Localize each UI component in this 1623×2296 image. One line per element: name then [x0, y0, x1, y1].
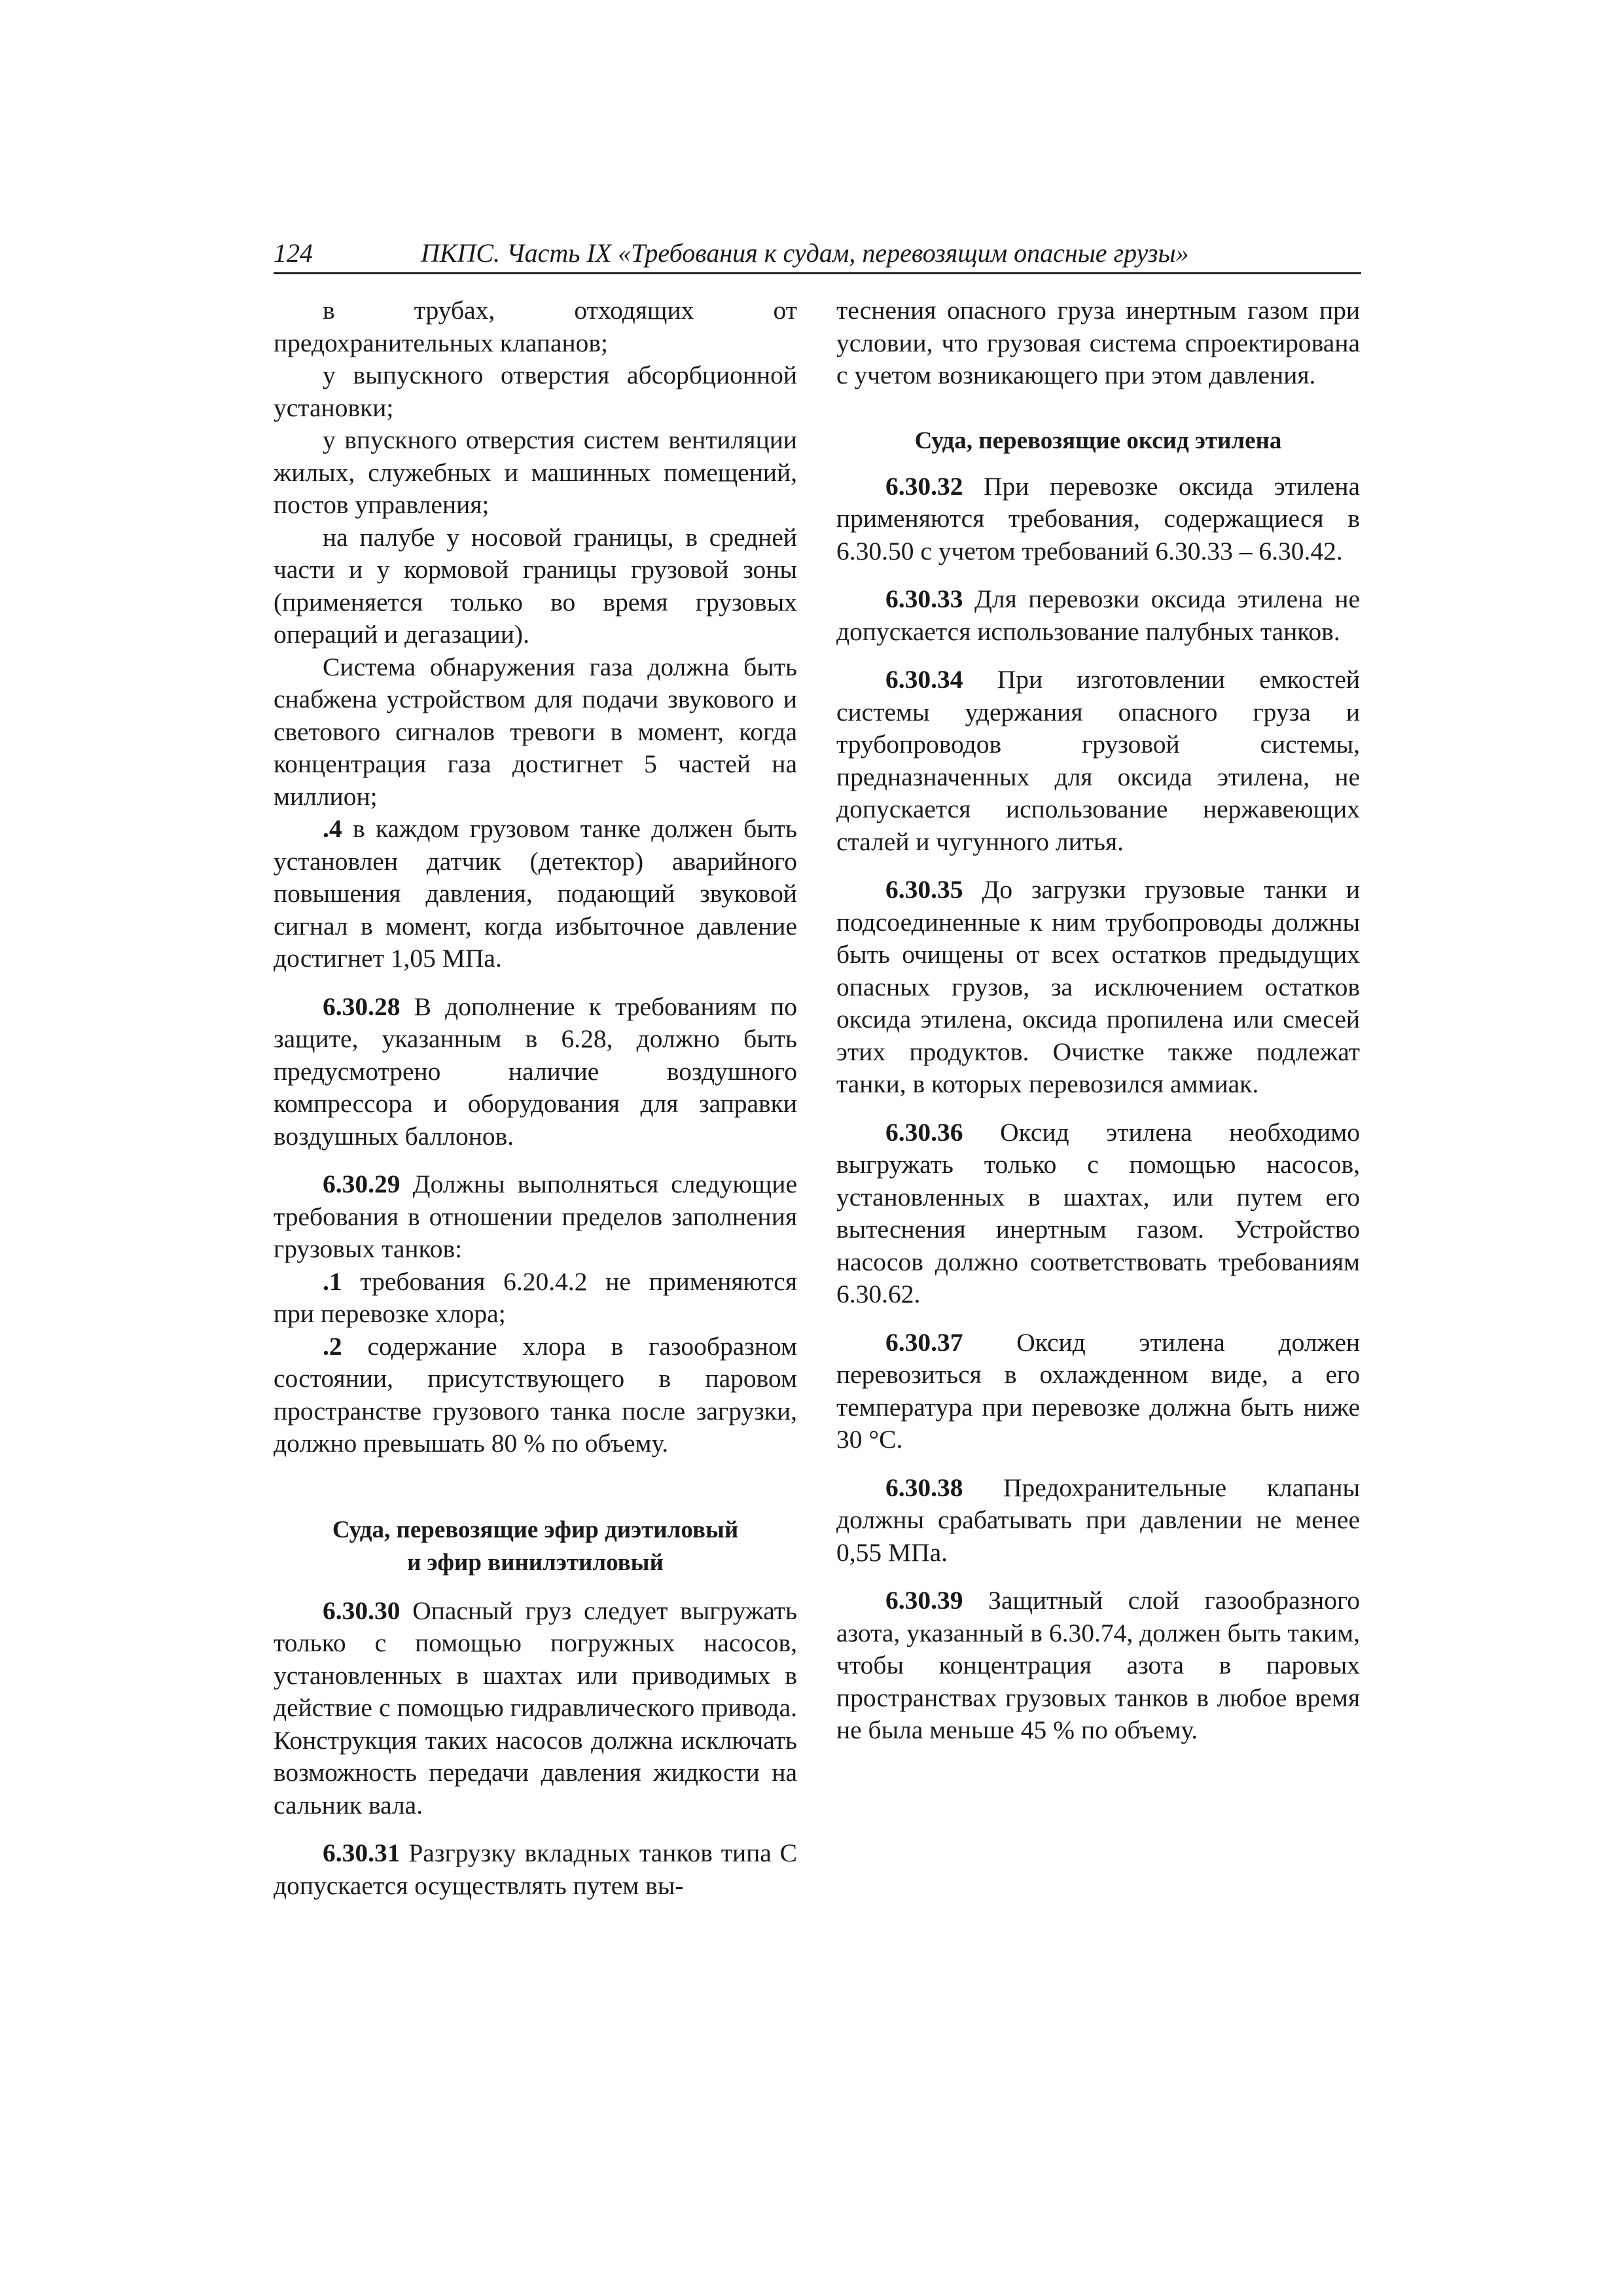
section-heading: Суда, перевозящие оксид этилена: [914, 427, 1282, 454]
item-number: .1: [323, 1266, 342, 1296]
section-6-30-32: [836, 471, 1360, 568]
paragraph: [274, 1331, 797, 1460]
paragraph: на палубе у носовой границы, в средней части и у кормовой границы грузовой зоны (применяется только во время грузовых операций и дегазации).: [274, 522, 797, 649]
paragraph: в трубах, отходящих от предохранительных клапанов;: [274, 296, 797, 357]
section-number: 6.30.38: [885, 1473, 963, 1502]
section-6-30-33: [836, 583, 1360, 648]
section-6-30-36: [836, 1117, 1360, 1311]
section-text: При перевозке оксида этилена применяются требования, содержащиеся в 6.30.50 с учетом требований 6.30.33 – 6.30.42.: [836, 471, 1360, 565]
section-6-30-39: [836, 1585, 1360, 1747]
section-number: 6.30.33: [885, 584, 963, 613]
section-number: 6.30.37: [885, 1327, 963, 1357]
section-number: 6.30.32: [885, 471, 963, 501]
running-header: [274, 236, 1361, 274]
section-number: 6.30.28: [323, 992, 401, 1021]
section-6-30-35: [836, 874, 1360, 1101]
section-number: 6.30.30: [323, 1596, 401, 1625]
section-6-30-31: [274, 1837, 797, 1902]
section-number: 6.30.39: [885, 1586, 963, 1615]
right-column: [836, 295, 1360, 1747]
item-number: .2: [323, 1331, 342, 1361]
section-number: 6.30.34: [885, 665, 963, 694]
section-text: Оксид этилена необходимо выгружать только с помощью насосов, установленных в шахтах, или путем его вытеснения инертным газом. Устройство насосов должно соответствовать требованиям 6.30.62.: [836, 1117, 1360, 1308]
paragraph: у выпускного отверстия абсорбционной установки;: [274, 361, 797, 422]
page-number: 124: [274, 238, 313, 268]
section-text: До загрузки грузовые танки и подсоединенные к ним трубопроводы должны быть очищены от всех остатков предыдущих опасных грузов, за исключением остатков оксида этилена, оксида пропилена или смесей этих продуктов. Очистке также подлежат танки, в которых перевозился аммиак.: [836, 875, 1360, 1098]
section-6-30-34: [836, 664, 1360, 858]
item-text: содержание хлора в газообразном состоянии, присутствующего в паровом пространстве грузового танка после загрузки, должно превышать 80 % по объему.: [274, 1331, 797, 1458]
paragraph: [274, 813, 797, 975]
paragraph: Система обнаружения газа должна быть снабжена устройством для подачи звукового и светового сигналов тревоги в момент, когда концентрация газа достигнет 5 частей на миллион;: [274, 652, 797, 811]
section-6-30-38: [836, 1472, 1360, 1570]
item-text: в каждом грузовом танке должен быть установлен датчик (детектор) аварийного повышения давления, подающий звуковой сигнал в момент, когда избыточное давление достигнет 1,05 МПа.: [274, 814, 797, 973]
section-number: 6.30.29: [323, 1170, 401, 1198]
section-6-30-29: [274, 1168, 797, 1266]
section-heading: [274, 1514, 797, 1579]
section-text: В дополнение к требованиям по защите, указанным в 6.28, должно быть предусмотрено наличие воздушного компрессора и оборудования для заправки воздушных баллонов.: [274, 992, 797, 1151]
section-text: Оксид этилена должен перевозиться в охлажденном виде, а его температура при перевозке должна быть ниже 30 °С.: [836, 1327, 1360, 1454]
section-text: Предохранительные клапаны должны срабатывать при давлении не менее 0,55 МПа.: [836, 1473, 1360, 1567]
item-text: требования 6.20.4.2 не применяются при перевозке хлора;: [274, 1266, 797, 1328]
section-text: Для перевозки оксида этилена не допускается использование палубных танков.: [836, 584, 1360, 646]
section-6-30-30: [274, 1595, 797, 1822]
section-text: Должны выполняться следующие требования в отношении пределов заполнения грузовых танков:: [274, 1170, 797, 1263]
heading-line: и эфир винилэтиловый: [407, 1549, 664, 1576]
section-text: Разгрузку вкладных танков типа С допускается осуществлять путем вы-: [274, 1839, 797, 1900]
paragraph: теснения опасного груза инертным газом при условии, что грузовая система спроектирована с учетом возникающего при этом давления.: [836, 296, 1360, 389]
section-number: 6.30.31: [323, 1839, 401, 1867]
heading-line: Суда, перевозящие эфир диэтиловый: [332, 1516, 739, 1543]
left-column: [274, 295, 797, 1902]
section-text: При изготовлении емкостей системы удержания опасного груза и трубопроводов грузовой системы, предназначенных для оксида этилена, не допускается использование нержавеющих сталей и чугунного литья.: [836, 665, 1360, 856]
item-number: .4: [323, 814, 342, 843]
paragraph: у впускного отверстия систем вентиляции жилых, служебных и машинных помещений, постов управления;: [274, 425, 797, 519]
paragraph: [274, 1266, 797, 1331]
section-6-30-37: [836, 1327, 1360, 1456]
section-text: Опасный груз следует выгружать только с помощью погружных насосов, установленных в шахтах или приводимых в действие с помощью гидравлического привода. Конструкция таких насосов должна исключать возможность передачи давления жидкости на сальник вала.: [274, 1596, 797, 1820]
running-title: ПКПС. Часть IX «Требования к судам, перевозящим опасные грузы»: [421, 238, 1189, 268]
section-number: 6.30.36: [885, 1117, 963, 1147]
section-6-30-28: [274, 991, 797, 1153]
section-number: 6.30.35: [885, 875, 963, 904]
section-text: Защитный слой газообразного азота, указанный в 6.30.74, должен быть таким, чтобы концентрация азота в паровых пространствах грузовых танков в любое время не была меньше 45 % по объему.: [836, 1586, 1360, 1744]
